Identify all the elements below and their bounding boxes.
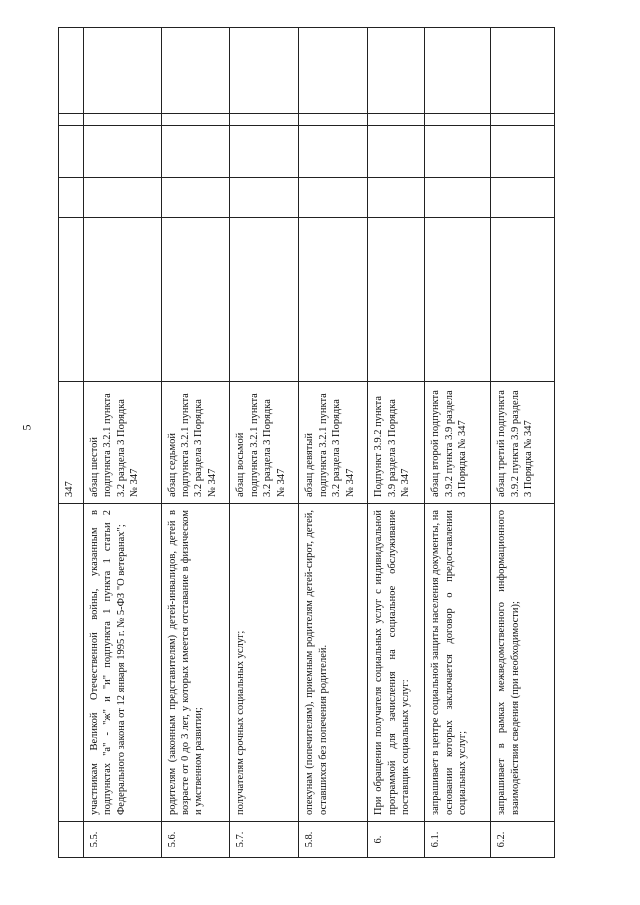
row-text-cell: родителям (законным представителям) детей-инвалидов, детей в возрасте от 0 до 3 лет, у которых имеется отставание в физическом и умственном развитии; (161, 504, 230, 822)
table-row (83, 28, 161, 858)
empty-cell (230, 178, 299, 218)
row-reference-cell: абзац третий подпункта 3.9.2 пункта 3.9 раздела 3 Порядка № 347 (491, 382, 555, 504)
row-text-cell: При обращении получателя социальных услуг с индивидуальной программой для зачисления на социальное обслуживание поставщик социальных услуг: (368, 504, 425, 822)
row-text-cell: участникам Великой Отечественной войны, указанным в подпунктах "а" - "ж" и "и" подпункта 1 пункта 1 статьи 2 Федерального закона от 12 января 1995 г. № 5-ФЗ "О ветеранах"; (83, 504, 161, 822)
row-reference-cell: абзац восьмой подпункта 3.2.1 пункта 3.2 раздела 3 Порядка № 347 (230, 382, 299, 504)
table-row (368, 28, 425, 858)
empty-cell (425, 28, 491, 114)
table-row (491, 28, 555, 858)
row-number-cell: 5.6. (161, 822, 230, 858)
row-number-cell: 6.1. (425, 822, 491, 858)
empty-cell (299, 178, 368, 218)
empty-cell (299, 114, 368, 126)
empty-cell (368, 126, 425, 178)
empty-cell (83, 28, 161, 114)
empty-cell (83, 126, 161, 178)
empty-cell (425, 114, 491, 126)
empty-cell (161, 178, 230, 218)
row-text-cell: запрашивает в рамках межведомственного информационного взаимодействия сведения (при необходимости); (491, 504, 555, 822)
empty-cell (161, 28, 230, 114)
row-number-cell: 5.7. (230, 822, 299, 858)
empty-cell (59, 114, 84, 126)
empty-cell (425, 178, 491, 218)
table-row (59, 28, 84, 858)
row-reference-cell: Подпункт 3.9.2 пункта 3.9 раздела 3 Порядка № 347 (368, 382, 425, 504)
empty-cell (299, 126, 368, 178)
empty-cell (161, 126, 230, 178)
row-text-cell: опекунам (попечителям), приемным родителям детей-сирот, детей, оставшихся без попечения родителей. (299, 504, 368, 822)
empty-cell (59, 28, 84, 114)
empty-cell (491, 126, 555, 178)
table-row (425, 28, 491, 858)
row-reference-cell: 347 (59, 382, 84, 504)
row-reference-cell: абзац второй подпункта 3.9.2 пункта 3.9 раздела 3 Порядка № 347 (425, 382, 491, 504)
table-row (230, 28, 299, 858)
empty-cell (83, 114, 161, 126)
empty-cell (59, 126, 84, 178)
empty-cell (59, 178, 84, 218)
row-reference-cell: абзац шестой подпункта 3.2.1 пункта 3.2 раздела 3 Порядка № 347 (83, 382, 161, 504)
row-number-cell: 6. (368, 822, 425, 858)
table-row (161, 28, 230, 858)
empty-cell (230, 126, 299, 178)
row-number-cell: 5.8. (299, 822, 368, 858)
requirements-table (58, 27, 555, 858)
table-row (299, 28, 368, 858)
row-number-cell: 6.2. (491, 822, 555, 858)
row-number-cell (59, 822, 84, 858)
page-number: 5 (19, 424, 34, 431)
empty-cell (230, 28, 299, 114)
empty-cell (368, 178, 425, 218)
empty-cell (299, 28, 368, 114)
empty-cell (491, 218, 555, 382)
empty-cell (59, 218, 84, 382)
empty-cell (425, 126, 491, 178)
rotated-table-container (58, 28, 555, 858)
empty-cell (230, 218, 299, 382)
empty-cell (83, 178, 161, 218)
empty-cell (230, 114, 299, 126)
empty-cell (368, 114, 425, 126)
empty-cell (368, 218, 425, 382)
row-number-cell: 5.5. (83, 822, 161, 858)
row-reference-cell: абзац девятый подпункта 3.2.1 пункта 3.2 раздела 3 Порядка № 347 (299, 382, 368, 504)
row-text-cell: получателям срочных социальных услуг; (230, 504, 299, 822)
empty-cell (425, 218, 491, 382)
row-text-cell (59, 504, 84, 822)
empty-cell (368, 28, 425, 114)
row-text-cell: запрашивает в центре социальной защиты населения документы, на основании которых заключается договор о предоставлении социальных услуг; (425, 504, 491, 822)
empty-cell (491, 114, 555, 126)
row-reference-cell: абзац седьмой подпункта 3.2.1 пункта 3.2 раздела 3 Порядка № 347 (161, 382, 230, 504)
empty-cell (299, 218, 368, 382)
empty-cell (491, 28, 555, 114)
empty-cell (83, 218, 161, 382)
empty-cell (161, 218, 230, 382)
empty-cell (161, 114, 230, 126)
empty-cell (491, 178, 555, 218)
